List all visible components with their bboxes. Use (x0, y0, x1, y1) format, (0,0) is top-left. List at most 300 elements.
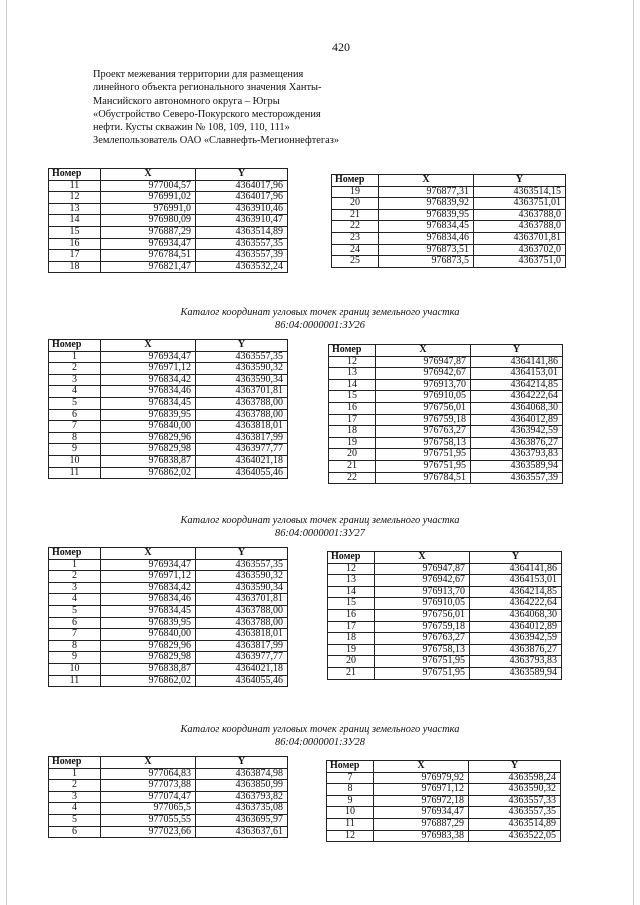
point-number-cell: 5 (49, 814, 101, 826)
point-number-cell: 18 (329, 426, 376, 438)
column-header-x: X (101, 757, 196, 769)
y-coordinate-cell: 4363589,94 (471, 460, 563, 472)
table-row (49, 397, 288, 409)
x-coordinate-cell: 976763,27 (376, 426, 471, 438)
table-row (49, 791, 288, 803)
x-coordinate-cell: 976913,70 (376, 379, 471, 391)
x-coordinate-cell: 976756,01 (375, 609, 470, 621)
x-coordinate-cell: 977073,88 (101, 780, 196, 792)
point-number-cell: 19 (328, 644, 375, 656)
y-coordinate-cell: 4363590,32 (196, 363, 288, 375)
coords-table-zu28-part2 (326, 760, 561, 842)
table-row (329, 437, 563, 449)
table-row (332, 186, 566, 198)
table-row (329, 472, 563, 484)
point-number-cell: 3 (49, 374, 101, 386)
column-header-x: X (101, 340, 196, 352)
y-coordinate-cell: 4364214,85 (470, 586, 562, 598)
x-coordinate-cell: 976839,95 (101, 409, 196, 421)
point-number-cell: 9 (327, 795, 374, 807)
y-coordinate-cell: 4363751,01 (474, 198, 566, 210)
table-row (49, 826, 288, 838)
y-coordinate-cell: 4363910,46 (196, 203, 288, 215)
page-number: 420 (332, 40, 350, 54)
y-coordinate-cell: 4363793,82 (196, 791, 288, 803)
point-number-cell: 15 (328, 598, 375, 610)
x-coordinate-cell: 976763,27 (375, 633, 470, 645)
x-coordinate-cell: 976834,46 (101, 594, 196, 606)
y-coordinate-cell: 4363514,89 (196, 226, 288, 238)
page-left-edge (6, 0, 7, 905)
point-number-cell: 5 (49, 397, 101, 409)
point-number-cell: 15 (49, 226, 101, 238)
table-row (49, 582, 288, 594)
table-row (327, 807, 561, 819)
table-row (332, 256, 566, 268)
point-number-cell: 1 (49, 559, 101, 571)
x-coordinate-cell: 976758,13 (376, 437, 471, 449)
y-coordinate-cell: 4364141,86 (471, 356, 563, 368)
table-header-row (49, 169, 288, 181)
page-right-edge (633, 0, 634, 905)
x-coordinate-cell: 976784,51 (376, 472, 471, 484)
y-coordinate-cell: 4363557,35 (469, 807, 561, 819)
x-coordinate-cell: 976942,67 (376, 368, 471, 380)
y-coordinate-cell: 4364055,46 (196, 467, 288, 479)
header-line: Землепользователь ОАО «Славнефть-Мегионнефтегаз» (93, 135, 340, 147)
x-coordinate-cell: 976983,38 (374, 830, 469, 842)
y-coordinate-cell: 4363818,01 (196, 629, 288, 641)
point-number-cell: 17 (49, 250, 101, 262)
x-coordinate-cell: 976821,47 (101, 261, 196, 273)
point-number-cell: 23 (332, 232, 379, 244)
y-coordinate-cell: 4363557,33 (469, 795, 561, 807)
x-coordinate-cell: 977023,66 (101, 826, 196, 838)
y-coordinate-cell: 4363788,00 (196, 617, 288, 629)
x-coordinate-cell: 976834,46 (379, 232, 474, 244)
table-row (49, 571, 288, 583)
point-number-cell: 20 (332, 198, 379, 210)
y-coordinate-cell: 4364141,86 (470, 563, 562, 575)
x-coordinate-cell: 976829,98 (101, 652, 196, 664)
point-number-cell: 8 (49, 640, 101, 652)
table-row (49, 386, 288, 398)
y-coordinate-cell: 4363701,81 (196, 386, 288, 398)
x-coordinate-cell: 976751,95 (375, 667, 470, 679)
point-number-cell: 16 (329, 402, 376, 414)
table-row (49, 215, 288, 227)
y-coordinate-cell: 4363874,98 (196, 768, 288, 780)
x-coordinate-cell: 976873,51 (379, 244, 474, 256)
point-number-cell: 6 (49, 617, 101, 629)
y-coordinate-cell: 4363817,99 (196, 640, 288, 652)
caption-parcel-id: 86:04:0000001:ЗУ26 (275, 319, 365, 331)
point-number-cell: 13 (328, 575, 375, 587)
x-coordinate-cell: 976829,96 (101, 432, 196, 444)
point-number-cell: 3 (49, 791, 101, 803)
table-row (328, 667, 562, 679)
point-number-cell: 6 (49, 826, 101, 838)
point-number-cell: 8 (327, 784, 374, 796)
table-row (49, 351, 288, 363)
table-row (329, 460, 563, 472)
x-coordinate-cell: 976759,18 (376, 414, 471, 426)
point-number-cell: 4 (49, 386, 101, 398)
point-number-cell: 20 (329, 449, 376, 461)
point-number-cell: 4 (49, 594, 101, 606)
document-header (93, 68, 339, 148)
column-header-number: Номер (49, 757, 101, 769)
x-coordinate-cell: 976829,96 (101, 640, 196, 652)
x-coordinate-cell: 976751,95 (375, 656, 470, 668)
table-row (49, 780, 288, 792)
y-coordinate-cell: 4363850,99 (196, 780, 288, 792)
table-row (49, 238, 288, 250)
y-coordinate-cell: 4363557,35 (196, 238, 288, 250)
table-header-row (49, 757, 288, 769)
catalog-caption-zu28 (0, 724, 640, 749)
table-row (49, 617, 288, 629)
coords-table-zu26-part1 (48, 339, 288, 479)
y-coordinate-cell: 4364012,89 (471, 414, 563, 426)
y-coordinate-cell: 4363557,35 (196, 351, 288, 363)
table-row (49, 675, 288, 687)
table-row (49, 652, 288, 664)
point-number-cell: 25 (332, 256, 379, 268)
y-coordinate-cell: 4363751,0 (474, 256, 566, 268)
point-number-cell: 1 (49, 768, 101, 780)
y-coordinate-cell: 4363942,59 (470, 633, 562, 645)
table-row (329, 379, 563, 391)
table-row (328, 656, 562, 668)
y-coordinate-cell: 4363735,08 (196, 803, 288, 815)
x-coordinate-cell: 976971,12 (101, 571, 196, 583)
x-coordinate-cell: 976756,01 (376, 402, 471, 414)
column-header-x: X (376, 345, 471, 357)
x-coordinate-cell: 976758,13 (375, 644, 470, 656)
point-number-cell: 11 (327, 818, 374, 830)
point-number-cell: 7 (327, 772, 374, 784)
point-number-cell: 12 (329, 356, 376, 368)
coords-table-zu25-part2 (331, 174, 566, 268)
x-coordinate-cell: 976991,0 (101, 203, 196, 215)
column-header-number: Номер (327, 761, 374, 773)
table-row (328, 633, 562, 645)
point-number-cell: 22 (329, 472, 376, 484)
y-coordinate-cell: 4363514,89 (469, 818, 561, 830)
table-row (49, 814, 288, 826)
table-header-row (327, 761, 561, 773)
point-number-cell: 19 (332, 186, 379, 198)
point-number-cell: 6 (49, 409, 101, 421)
table-row (329, 368, 563, 380)
column-header-y: Y (196, 169, 288, 181)
y-coordinate-cell: 4364153,01 (470, 575, 562, 587)
x-coordinate-cell: 976839,95 (101, 617, 196, 629)
x-coordinate-cell: 976759,18 (375, 621, 470, 633)
catalog-caption-zu27 (0, 515, 640, 540)
table-row (49, 180, 288, 192)
column-header-y: Y (196, 757, 288, 769)
coords-table-zu27-part1 (48, 547, 288, 687)
table-row (49, 192, 288, 204)
column-header-x: X (375, 552, 470, 564)
caption-title: Каталог координат угловых точек границ земельного участка (180, 724, 460, 735)
y-coordinate-cell: 4363818,01 (196, 421, 288, 433)
header-line: линейного объекта регионального значения Ханты- (93, 82, 322, 94)
coords-table-zu28-part1 (48, 756, 288, 838)
table-row (329, 391, 563, 403)
point-number-cell: 11 (49, 675, 101, 687)
y-coordinate-cell: 4364222,64 (470, 598, 562, 610)
point-number-cell: 1 (49, 351, 101, 363)
column-header-x: X (379, 175, 474, 187)
table-row (49, 768, 288, 780)
table-row (328, 609, 562, 621)
column-header-x: X (101, 548, 196, 560)
x-coordinate-cell: 976784,51 (101, 250, 196, 262)
column-header-y: Y (474, 175, 566, 187)
point-number-cell: 17 (328, 621, 375, 633)
point-number-cell: 10 (49, 663, 101, 675)
point-number-cell: 14 (328, 586, 375, 598)
x-coordinate-cell: 976834,45 (379, 221, 474, 233)
x-coordinate-cell: 977064,83 (101, 768, 196, 780)
table-row (49, 226, 288, 238)
coords-table-zu26-part2 (328, 344, 563, 484)
table-row (49, 629, 288, 641)
x-coordinate-cell: 976838,87 (101, 455, 196, 467)
y-coordinate-cell: 4364068,30 (470, 609, 562, 621)
y-coordinate-cell: 4363942,59 (471, 426, 563, 438)
point-number-cell: 7 (49, 421, 101, 433)
x-coordinate-cell: 976839,92 (379, 198, 474, 210)
point-number-cell: 24 (332, 244, 379, 256)
column-header-number: Номер (49, 340, 101, 352)
table-row (49, 432, 288, 444)
x-coordinate-cell: 976839,95 (379, 209, 474, 221)
point-number-cell: 4 (49, 803, 101, 815)
x-coordinate-cell: 976971,12 (374, 784, 469, 796)
point-number-cell: 11 (49, 180, 101, 192)
y-coordinate-cell: 4363876,27 (471, 437, 563, 449)
y-coordinate-cell: 4364055,46 (196, 675, 288, 687)
column-header-x: X (101, 169, 196, 181)
x-coordinate-cell: 976751,95 (376, 449, 471, 461)
x-coordinate-cell: 976979,92 (374, 772, 469, 784)
y-coordinate-cell: 4363590,32 (469, 784, 561, 796)
point-number-cell: 2 (49, 363, 101, 375)
point-number-cell: 18 (328, 633, 375, 645)
table-row (329, 426, 563, 438)
x-coordinate-cell: 976834,42 (101, 582, 196, 594)
point-number-cell: 17 (329, 414, 376, 426)
point-number-cell: 2 (49, 780, 101, 792)
point-number-cell: 3 (49, 582, 101, 594)
x-coordinate-cell: 976834,45 (101, 397, 196, 409)
table-row (49, 374, 288, 386)
point-number-cell: 5 (49, 605, 101, 617)
point-number-cell: 2 (49, 571, 101, 583)
column-header-x: X (374, 761, 469, 773)
x-coordinate-cell: 976934,47 (101, 238, 196, 250)
table-row (49, 594, 288, 606)
point-number-cell: 21 (329, 460, 376, 472)
x-coordinate-cell: 976751,95 (376, 460, 471, 472)
table-row (329, 414, 563, 426)
header-line: «Обустройство Северо-Покурского месторождения (93, 108, 321, 120)
y-coordinate-cell: 4363817,99 (196, 432, 288, 444)
table-row (328, 621, 562, 633)
x-coordinate-cell: 977065,5 (101, 803, 196, 815)
table-row (332, 198, 566, 210)
table-row (49, 250, 288, 262)
y-coordinate-cell: 4363793,83 (471, 449, 563, 461)
y-coordinate-cell: 4363977,77 (196, 652, 288, 664)
caption-title: Каталог координат угловых точек границ земельного участка (180, 515, 460, 526)
table-row (49, 663, 288, 675)
x-coordinate-cell: 976910,05 (375, 598, 470, 610)
point-number-cell: 12 (49, 192, 101, 204)
table-row (49, 363, 288, 375)
x-coordinate-cell: 976934,47 (374, 807, 469, 819)
table-row (49, 803, 288, 815)
table-row (328, 586, 562, 598)
x-coordinate-cell: 976947,87 (375, 563, 470, 575)
x-coordinate-cell: 976877,31 (379, 186, 474, 198)
point-number-cell: 13 (49, 203, 101, 215)
y-coordinate-cell: 4363788,0 (474, 209, 566, 221)
y-coordinate-cell: 4363557,39 (196, 250, 288, 262)
coords-table-zu25-part1 (48, 168, 288, 273)
table-row (327, 772, 561, 784)
point-number-cell: 16 (49, 238, 101, 250)
table-row (327, 784, 561, 796)
table-row (49, 421, 288, 433)
x-coordinate-cell: 976887,29 (101, 226, 196, 238)
x-coordinate-cell: 976934,47 (101, 559, 196, 571)
table-row (332, 221, 566, 233)
y-coordinate-cell: 4364153,01 (471, 368, 563, 380)
point-number-cell: 21 (332, 209, 379, 221)
table-row (328, 644, 562, 656)
table-row (327, 795, 561, 807)
point-number-cell: 14 (49, 215, 101, 227)
y-coordinate-cell: 4363598,24 (469, 772, 561, 784)
y-coordinate-cell: 4363788,0 (474, 221, 566, 233)
x-coordinate-cell: 976840,00 (101, 629, 196, 641)
y-coordinate-cell: 4364214,85 (471, 379, 563, 391)
x-coordinate-cell: 976840,00 (101, 421, 196, 433)
table-header-row (49, 340, 288, 352)
table-row (49, 455, 288, 467)
header-line: Проект межевания территории для размещения (93, 69, 304, 80)
point-number-cell: 16 (328, 609, 375, 621)
y-coordinate-cell: 4363557,35 (196, 559, 288, 571)
point-number-cell: 22 (332, 221, 379, 233)
y-coordinate-cell: 4363589,94 (470, 667, 562, 679)
point-number-cell: 14 (329, 379, 376, 391)
point-number-cell: 11 (49, 467, 101, 479)
x-coordinate-cell: 976862,02 (101, 467, 196, 479)
point-number-cell: 21 (328, 667, 375, 679)
point-number-cell: 20 (328, 656, 375, 668)
table-row (49, 605, 288, 617)
x-coordinate-cell: 976991,02 (101, 192, 196, 204)
table-row (328, 575, 562, 587)
point-number-cell: 18 (49, 261, 101, 273)
x-coordinate-cell: 976829,98 (101, 444, 196, 456)
point-number-cell: 13 (329, 368, 376, 380)
y-coordinate-cell: 4363788,00 (196, 605, 288, 617)
table-row (332, 232, 566, 244)
y-coordinate-cell: 4363590,34 (196, 582, 288, 594)
table-row (332, 244, 566, 256)
column-header-number: Номер (49, 548, 101, 560)
y-coordinate-cell: 4363788,00 (196, 409, 288, 421)
y-coordinate-cell: 4363876,27 (470, 644, 562, 656)
y-coordinate-cell: 4363702,0 (474, 244, 566, 256)
table-header-row (329, 345, 563, 357)
y-coordinate-cell: 4363793,83 (470, 656, 562, 668)
x-coordinate-cell: 976834,42 (101, 374, 196, 386)
table-row (329, 449, 563, 461)
x-coordinate-cell: 976934,47 (101, 351, 196, 363)
y-coordinate-cell: 4363910,47 (196, 215, 288, 227)
y-coordinate-cell: 4363701,81 (474, 232, 566, 244)
y-coordinate-cell: 4363532,24 (196, 261, 288, 273)
y-coordinate-cell: 4363637,61 (196, 826, 288, 838)
column-header-number: Номер (329, 345, 376, 357)
table-row (49, 467, 288, 479)
column-header-y: Y (471, 345, 563, 357)
point-number-cell: 10 (49, 455, 101, 467)
x-coordinate-cell: 976910,05 (376, 391, 471, 403)
table-row (49, 409, 288, 421)
x-coordinate-cell: 976873,5 (379, 256, 474, 268)
column-header-y: Y (196, 548, 288, 560)
point-number-cell: 8 (49, 432, 101, 444)
x-coordinate-cell: 976980,09 (101, 215, 196, 227)
x-coordinate-cell: 977074,47 (101, 791, 196, 803)
y-coordinate-cell: 4364068,30 (471, 402, 563, 414)
point-number-cell: 19 (329, 437, 376, 449)
column-header-y: Y (196, 340, 288, 352)
y-coordinate-cell: 4364021,18 (196, 455, 288, 467)
table-header-row (328, 552, 562, 564)
table-row (328, 563, 562, 575)
table-row (49, 261, 288, 273)
caption-parcel-id: 86:04:0000001:ЗУ28 (275, 736, 365, 748)
x-coordinate-cell: 976834,46 (101, 386, 196, 398)
table-header-row (332, 175, 566, 187)
table-row (49, 203, 288, 215)
y-coordinate-cell: 4363788,00 (196, 397, 288, 409)
table-header-row (49, 548, 288, 560)
x-coordinate-cell: 976971,12 (101, 363, 196, 375)
caption-title: Каталог координат угловых точек границ земельного участка (180, 307, 460, 318)
y-coordinate-cell: 4364017,96 (196, 192, 288, 204)
point-number-cell: 10 (327, 807, 374, 819)
y-coordinate-cell: 4363514,15 (474, 186, 566, 198)
y-coordinate-cell: 4363522,05 (469, 830, 561, 842)
x-coordinate-cell: 976942,67 (375, 575, 470, 587)
y-coordinate-cell: 4363590,34 (196, 374, 288, 386)
point-number-cell: 12 (327, 830, 374, 842)
table-row (327, 818, 561, 830)
x-coordinate-cell: 977004,57 (101, 180, 196, 192)
catalog-caption-zu26 (0, 307, 640, 332)
